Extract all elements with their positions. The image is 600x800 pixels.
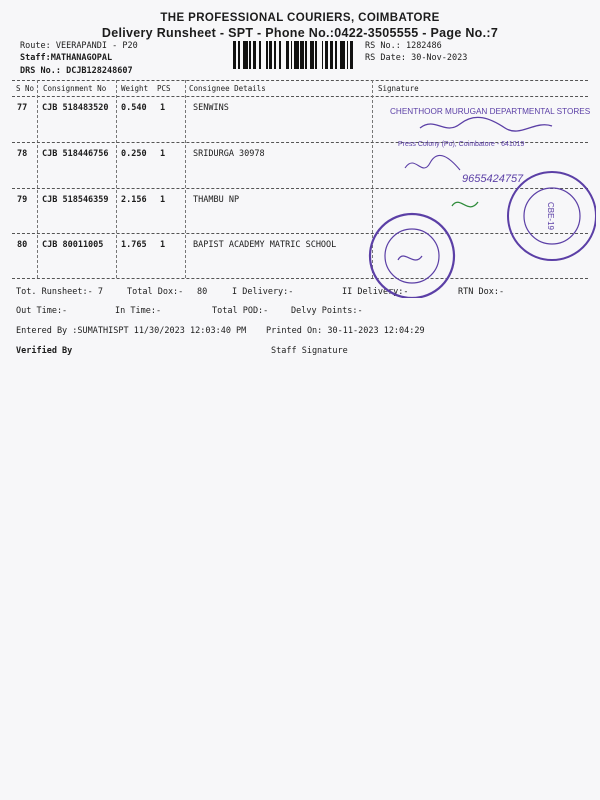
- row-weight: 1.765: [121, 240, 147, 250]
- total-dox-value: 80: [197, 287, 208, 297]
- divider: [12, 96, 588, 97]
- col-header-signature: Signature: [378, 84, 419, 93]
- route-value: VEERAPANDI - P20: [55, 41, 138, 51]
- school-seal-thambu: [508, 172, 596, 260]
- staff-field: [20, 53, 112, 63]
- rs-no-field: [365, 41, 442, 51]
- col-header-consignment: Consignment No: [43, 84, 107, 93]
- route-field: [20, 41, 138, 51]
- ii-delivery: II Delivery:-: [342, 287, 409, 297]
- staff-signature: Staff Signature: [271, 346, 348, 356]
- row-pcs: 1: [160, 149, 166, 159]
- column-divider: [116, 80, 117, 278]
- rs-date-label: RS Date:: [365, 53, 406, 63]
- row-sno: 78: [17, 149, 28, 159]
- store-stamp-address: Press Colony (Po), Coimbatore - 641019: [398, 141, 525, 148]
- divider: [12, 80, 588, 81]
- seal-signature: [398, 256, 422, 260]
- row-pcs: 1: [160, 195, 166, 205]
- barcode-bar: [353, 41, 355, 69]
- staff-value: MATHANAGOPAL: [50, 53, 113, 63]
- handwritten-signature: [405, 155, 460, 170]
- stamps-overlay: [360, 98, 596, 298]
- rs-no-value: 1282486: [405, 41, 442, 51]
- barcode: [233, 41, 355, 69]
- row-weight: 0.540: [121, 103, 147, 113]
- total-pod: Total POD:-: [212, 306, 269, 316]
- drs-value: DCJB128248607: [66, 66, 133, 76]
- drs-field: [20, 66, 133, 76]
- staff-label: Staff:: [20, 53, 51, 63]
- row-consignee: THAMBU NP: [193, 195, 240, 205]
- col-header-consignee: Consignee Details: [189, 84, 266, 93]
- rtn-dox: RTN Dox:-: [458, 287, 505, 297]
- svg-text:CBE-19: CBE-19: [546, 201, 555, 231]
- verified-by: Verified By: [16, 346, 73, 356]
- row-consignee: BAPIST ACADEMY MATRIC SCHOOL: [193, 240, 337, 250]
- rs-no-label: RS No.:: [365, 41, 401, 51]
- row-consignee: SRIDURGA 30978: [193, 149, 265, 159]
- col-header-pcs: PCS: [157, 84, 171, 93]
- row-consignment: CJB 518483520: [42, 103, 109, 113]
- row-pcs: 1: [160, 240, 166, 250]
- row-consignment: CJB 518546359: [42, 195, 109, 205]
- school-seal-baptist: [370, 214, 454, 298]
- row-consignment: CJB 518446756: [42, 149, 109, 159]
- store-owner-signature: [420, 117, 552, 131]
- col-header-weight: Weight: [121, 84, 149, 93]
- row-consignee: SENWINS: [193, 103, 229, 113]
- entered-by: Entered By :SUMATHISPT 11/30/2023 12:03:40 PM: [16, 326, 247, 336]
- row-sno: 77: [17, 103, 28, 113]
- handwritten-initial-mark: [452, 202, 478, 207]
- row-weight: 2.156: [121, 195, 147, 205]
- total-dox-label: Total Dox:-: [127, 287, 184, 297]
- column-divider: [37, 80, 38, 278]
- runsheet-subtitle: Delivery Runsheet - SPT - Phone No.:0422-3505555 - Page No.:7: [101, 26, 499, 40]
- company-title: THE PROFESSIONAL COURIERS, COIMBATORE: [160, 12, 440, 24]
- printed-on: Printed On: 30-11-2023 12:04:29: [266, 326, 425, 336]
- col-header-sno: S No: [16, 84, 35, 93]
- in-time: In Time:-: [115, 306, 162, 316]
- row-sno: 80: [17, 240, 28, 250]
- column-divider: [185, 80, 186, 278]
- row-consignment: CJB 80011005: [42, 240, 104, 250]
- i-delivery: I Delivery:-: [232, 287, 294, 297]
- row-pcs: 1: [160, 103, 166, 113]
- delvy-points: Delvy Points:-: [291, 306, 363, 316]
- total-runsheet: Tot. Runsheet:- 7: [16, 287, 103, 297]
- rs-date-field: [365, 53, 467, 63]
- rs-date-value: 30-Nov-2023: [411, 53, 468, 63]
- route-label: Route:: [20, 41, 51, 51]
- out-time: Out Time:-: [16, 306, 68, 316]
- handwritten-phone: 9655424757: [462, 173, 524, 185]
- drs-label: DRS No.:: [20, 66, 61, 76]
- row-weight: 0.250: [121, 149, 147, 159]
- row-sno: 79: [17, 195, 28, 205]
- store-stamp-name: CHENTHOOR MURUGAN DEPARTMENTAL STORES: [390, 107, 591, 116]
